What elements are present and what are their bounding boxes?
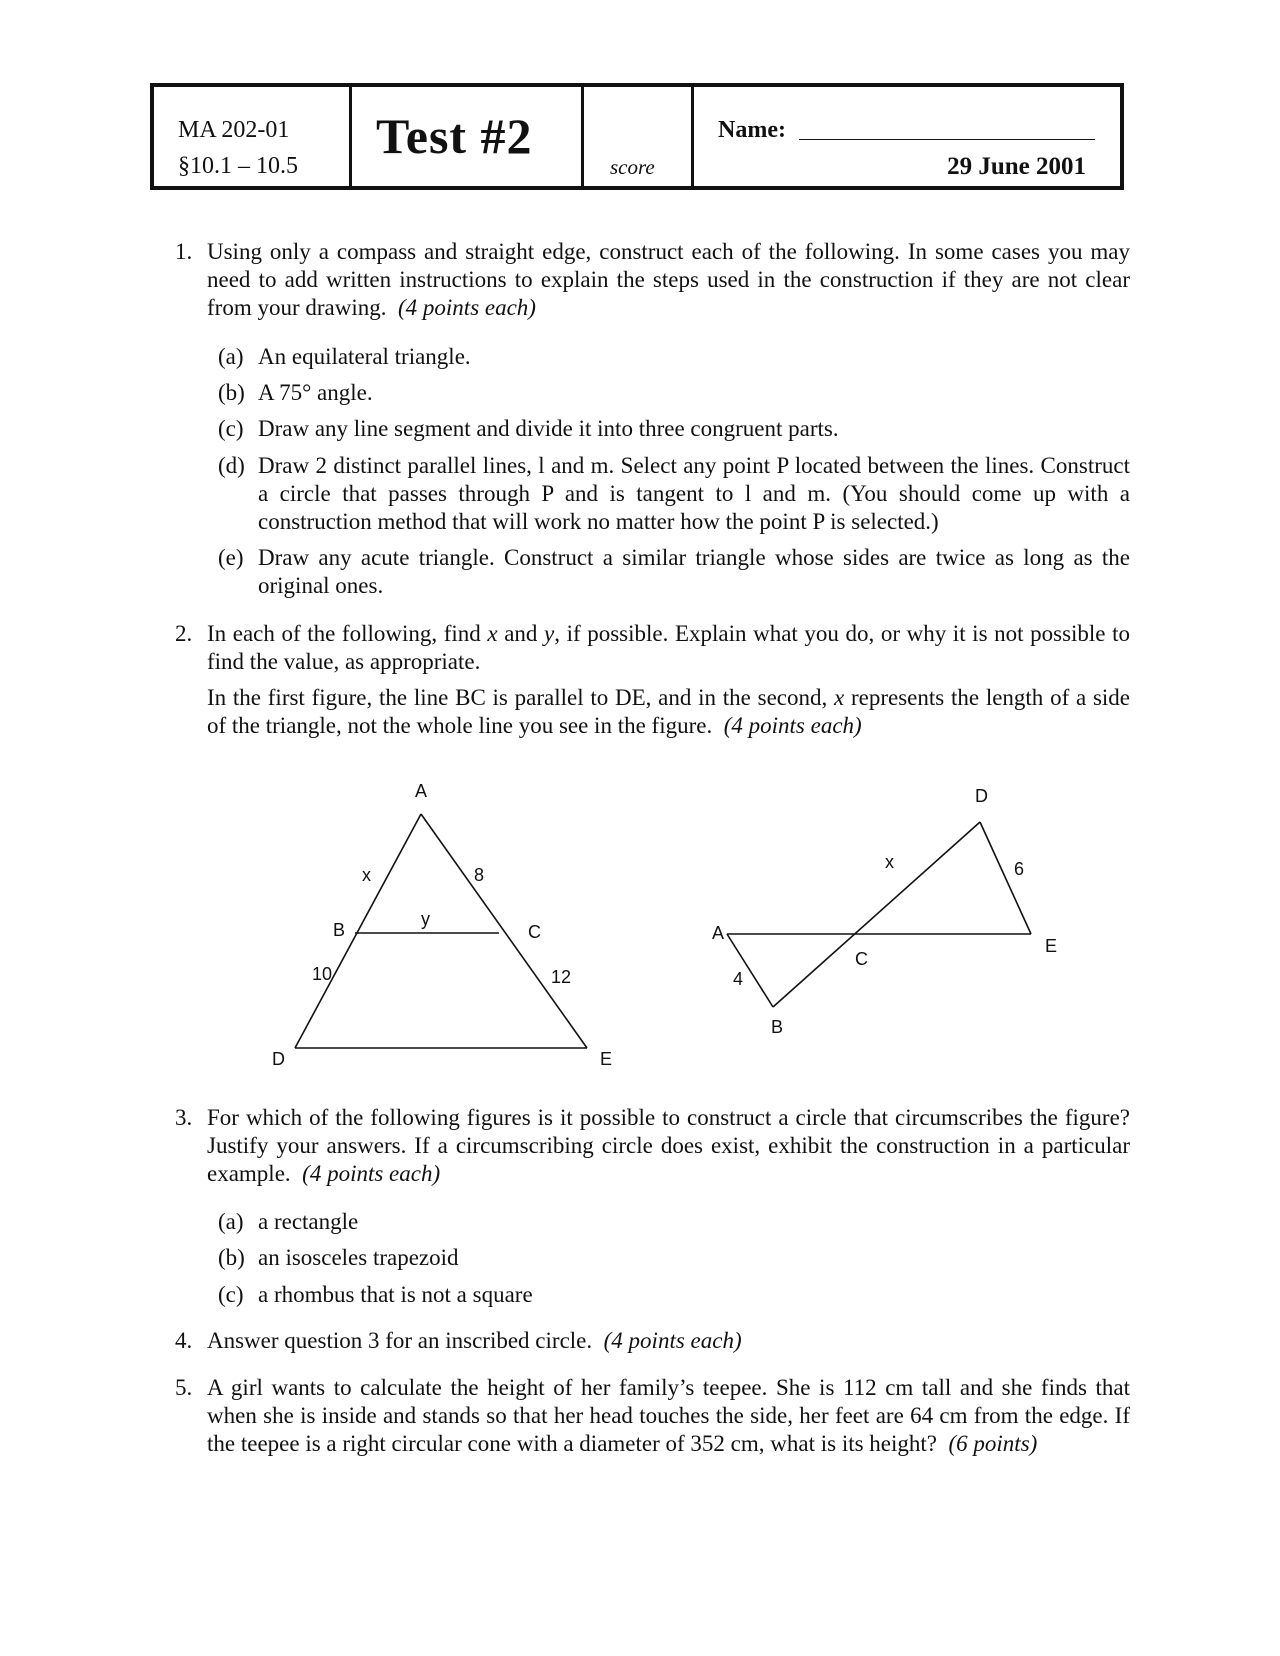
points-label: (4 points each)	[603, 1328, 742, 1353]
item-label: (c)	[218, 1282, 244, 1307]
question-2-note	[175, 684, 1130, 740]
item-label: (b)	[218, 1245, 245, 1270]
name-blank-line[interactable]	[799, 139, 1095, 140]
score-label: score	[610, 155, 655, 179]
q1-item-e	[218, 544, 1130, 600]
item-text: A 75° angle.	[258, 380, 373, 405]
question-text: For which of the following figures is it possible to construct a circle that circumscribes the figure? Justify your answers. If a circumscribing circle does exist, exhibit the construction in a particular example.	[207, 1105, 1130, 1186]
course-sections: §10.1 – 10.5	[178, 153, 298, 179]
label-B: B	[333, 920, 346, 940]
label-E: E	[1045, 936, 1058, 956]
label-E: E	[600, 1049, 613, 1069]
question-text-part: In the first figure, the line BC is parallel to DE, and in the second,	[207, 685, 834, 710]
side-ad	[295, 814, 421, 1048]
label-D: D	[975, 786, 988, 806]
item-text: Draw any acute triangle. Construct a similar triangle whose sides are twice as long as the original ones.	[258, 545, 1130, 598]
q3-item-a	[218, 1208, 1130, 1236]
item-label: (a)	[218, 344, 244, 369]
item-text: Draw any line segment and divide it into three congruent parts.	[258, 416, 839, 441]
title-cell	[352, 87, 584, 186]
course-code: MA 202-01	[178, 117, 290, 143]
label-y: y	[421, 909, 430, 929]
item-label: (b)	[218, 380, 245, 405]
q1-item-a	[218, 343, 1130, 371]
item-label: (d)	[218, 453, 245, 478]
points-label: (4 points each)	[302, 1161, 441, 1186]
item-text: a rectangle	[258, 1209, 359, 1234]
item-text: Draw 2 distinct parallel lines, l and m. Select any point P located between the lines. Construct a circle that passes through P and is tangent to l and m. (You should come up with a construction method that will work no matter how the point P is selected.)	[258, 453, 1130, 534]
test-header	[150, 83, 1124, 190]
figure-2-triangles	[695, 775, 1075, 1050]
q3-item-b	[218, 1244, 1130, 1272]
question-text: Using only a compass and straight edge, construct each of the following. In some cases you may need to add written instructions to explain the steps used in the construction if they are not clear from your drawing.	[207, 239, 1130, 320]
question-1	[175, 238, 1130, 322]
question-number: 1.	[175, 239, 193, 264]
question-number: 3.	[175, 1105, 193, 1130]
points-label: (4 points each)	[723, 713, 862, 738]
question-number: 2.	[175, 621, 193, 646]
label-x: x	[885, 852, 894, 872]
item-text: An equilateral triangle.	[258, 344, 471, 369]
label-C: C	[528, 922, 541, 942]
label-C: C	[855, 949, 868, 969]
q1-item-b	[218, 379, 1130, 407]
question-text-part: In each of the following, find	[207, 621, 488, 646]
item-text: a rhombus that is not a square	[258, 1282, 533, 1307]
label-x: x	[362, 865, 371, 885]
label-bd-length: 10	[312, 964, 333, 984]
variable-x: x	[834, 685, 845, 710]
label-ab-length: 8	[474, 865, 485, 885]
item-text: an isosceles trapezoid	[258, 1245, 459, 1270]
question-text-part: and	[497, 621, 544, 646]
variable-y: y	[544, 621, 555, 646]
variable-x: x	[487, 621, 498, 646]
label-B: B	[771, 1017, 784, 1037]
question-3	[175, 1104, 1130, 1188]
figure-1-triangle	[255, 770, 635, 1090]
label-A: A	[415, 781, 428, 801]
question-number: 5.	[175, 1375, 193, 1400]
label-ab-length: 4	[733, 969, 744, 989]
question-text-part: , if possible. Explain what you do, or why it is not possible to find the value, as appropriate.	[207, 621, 1130, 674]
score-cell	[584, 87, 694, 186]
points-label: (4 points each)	[398, 295, 536, 320]
side-ae	[421, 814, 587, 1048]
test-title: Test #2	[376, 108, 533, 164]
question-4	[175, 1327, 1130, 1355]
points-label: (6 points)	[948, 1431, 1038, 1456]
q1-item-d	[218, 452, 1130, 536]
item-label: (c)	[218, 416, 244, 441]
course-cell	[154, 87, 352, 186]
name-label: Name:	[718, 117, 786, 143]
name-cell	[694, 87, 1120, 186]
label-de-length: 6	[1014, 859, 1025, 879]
question-text: A girl wants to calculate the height of her family’s teepee. She is 112 cm tall and she finds that when she is inside and stands so that her head touches the side, her feet are 64 cm from the edge. If the teepee is a right circular cone with a diameter of 352 cm, what is its height?	[207, 1375, 1130, 1456]
label-D: D	[272, 1049, 285, 1069]
label-A: A	[712, 923, 725, 943]
question-number: 4.	[175, 1328, 193, 1353]
q1-item-c	[218, 415, 1130, 443]
question-text: Answer question 3 for an inscribed circle.	[207, 1328, 593, 1353]
item-label: (a)	[218, 1209, 244, 1234]
q3-item-c	[218, 1281, 1130, 1309]
question-text-part: represents the length of a side of the triangle, not the whole line you see in the figure.	[207, 685, 1130, 738]
item-label: (e)	[218, 545, 244, 570]
test-date: 29 June 2001	[947, 153, 1086, 180]
label-ce-length: 12	[551, 967, 572, 987]
question-5	[175, 1374, 1130, 1458]
segment-bd	[773, 822, 980, 1007]
question-2	[175, 620, 1130, 676]
